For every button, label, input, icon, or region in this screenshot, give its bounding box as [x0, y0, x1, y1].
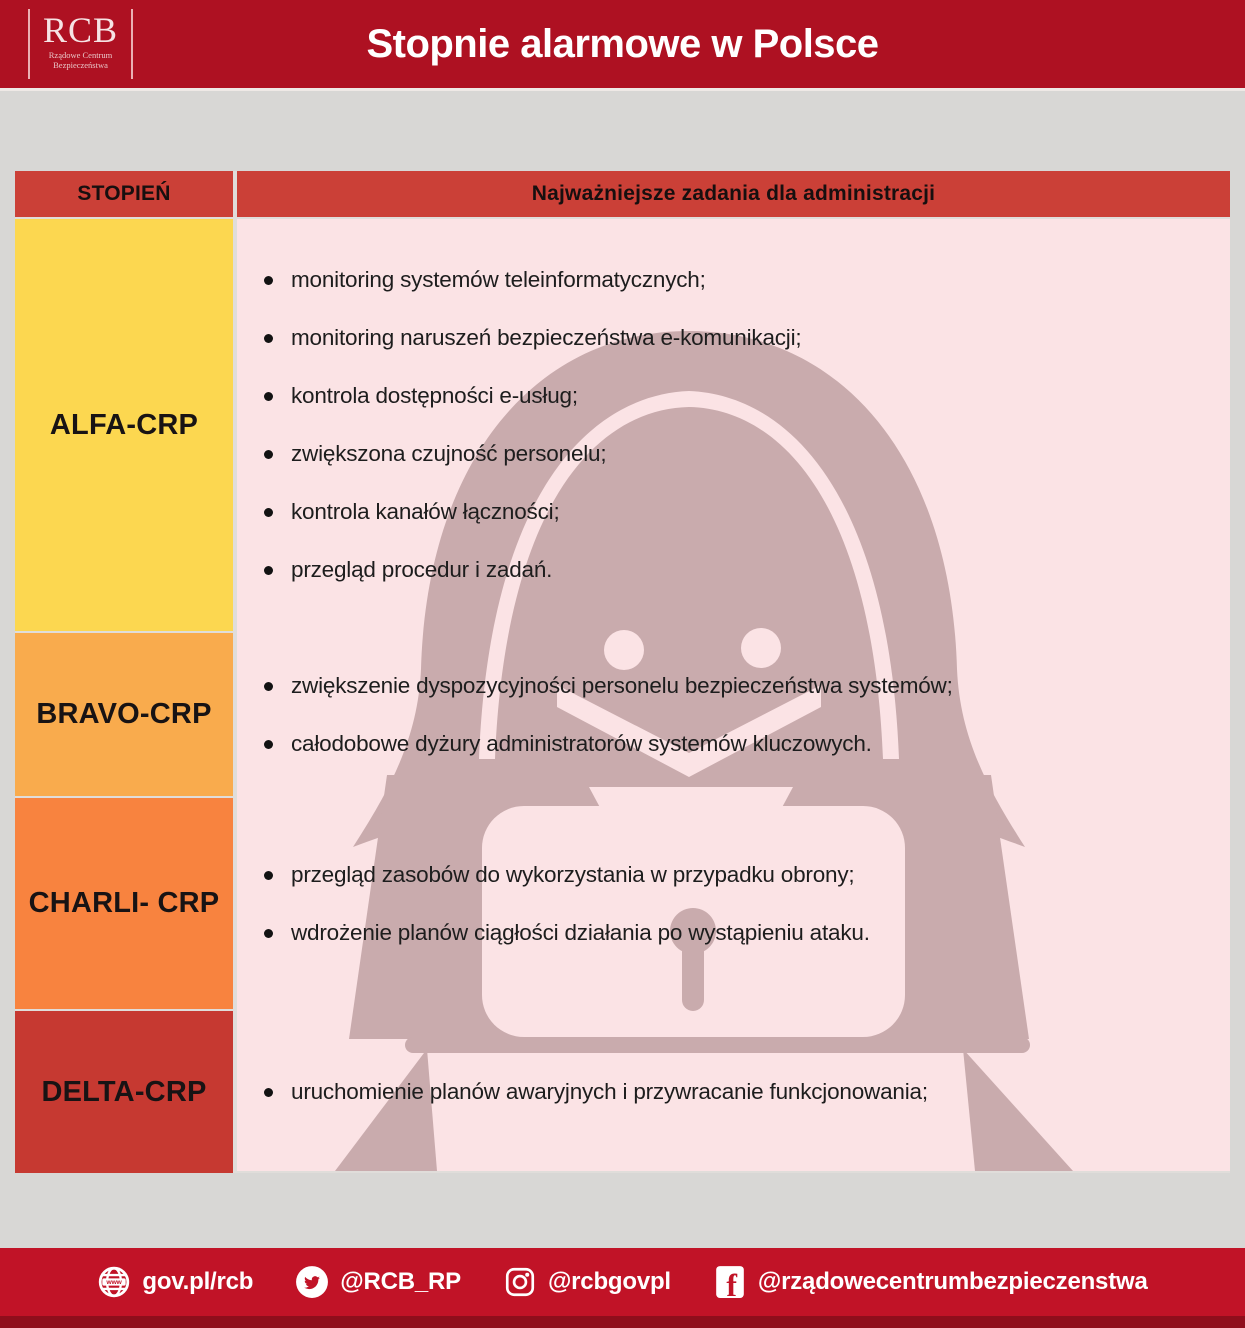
task-item: zwiększona czujność personelu; — [237, 440, 1206, 468]
column-header-level: STOPIEŃ — [15, 171, 233, 217]
footer-handle: @RCB_RP — [340, 1268, 461, 1295]
page-title: Stopnie alarmowe w Polsce — [366, 22, 879, 66]
svg-text:www: www — [106, 1279, 122, 1287]
task-item: zwiększenie dyspozycyjności personelu bezpieczeństwa systemów; — [237, 672, 1206, 700]
footer-item-facebook — [713, 1265, 1148, 1299]
logo-subtitle-line1: Rządowe Centrum — [48, 50, 113, 60]
top-bar — [0, 0, 1245, 91]
level-cell-delta-crp: DELTA-CRP — [15, 1011, 233, 1173]
logo-acronym: RCB — [43, 10, 119, 50]
alert-levels-table — [15, 171, 1230, 1173]
task-item: uruchomienie planów awaryjnych i przywracanie funkcjonowania; — [237, 1078, 1206, 1106]
tasks-cell-charli-crp — [237, 798, 1230, 1009]
footer-item-instagram — [503, 1265, 671, 1299]
footer-bottom-strip — [0, 1316, 1245, 1328]
task-item: przegląd zasobów do wykorzystania w przypadku obrony; — [237, 861, 1206, 889]
facebook-icon — [713, 1265, 747, 1299]
logo-right-rule — [131, 9, 133, 79]
footer-bar — [0, 1248, 1245, 1316]
column-header-tasks: Najważniejsze zadania dla administracji — [237, 171, 1230, 217]
footer-item-globe — [97, 1265, 253, 1299]
task-item: wdrożenie planów ciągłości działania po wystąpieniu ataku. — [237, 919, 1206, 947]
task-item: kontrola kanałów łączności; — [237, 498, 1206, 526]
task-item: monitoring systemów teleinformatycznych; — [237, 266, 1206, 294]
footer-handle: @rcbgovpl — [547, 1268, 671, 1295]
level-cell-alfa-crp: ALFA-CRP — [15, 219, 233, 631]
logo-core — [30, 9, 131, 79]
task-item: przegląd procedur i zadań. — [237, 556, 1206, 584]
task-item: całodobowe dyżury administratorów systemów kluczowych. — [237, 730, 1206, 758]
task-item: monitoring naruszeń bezpieczeństwa e-komunikacji; — [237, 324, 1206, 352]
footer-handle: @rządowecentrumbezpieczenstwa — [757, 1268, 1148, 1295]
tasks-cell-alfa-crp — [237, 219, 1230, 631]
logo-subtitle-line2: Bezpieczeństwa — [53, 60, 108, 70]
instagram-icon — [503, 1265, 537, 1299]
footer-item-twitter — [295, 1265, 461, 1299]
task-item: kontrola dostępności e-usług; — [237, 382, 1206, 410]
footer-handle: gov.pl/rcb — [142, 1268, 254, 1295]
tasks-cell-delta-crp — [237, 1011, 1230, 1173]
level-cell-bravo-crp: BRAVO-CRP — [15, 633, 233, 796]
twitter-icon — [295, 1265, 329, 1299]
level-cell-charli-crp: CHARLI- CRP — [15, 798, 233, 1009]
globe-icon — [97, 1265, 131, 1299]
tasks-cell-bravo-crp — [237, 633, 1230, 796]
rcb-logo — [28, 9, 133, 79]
svg-text:f: f — [726, 1267, 737, 1299]
